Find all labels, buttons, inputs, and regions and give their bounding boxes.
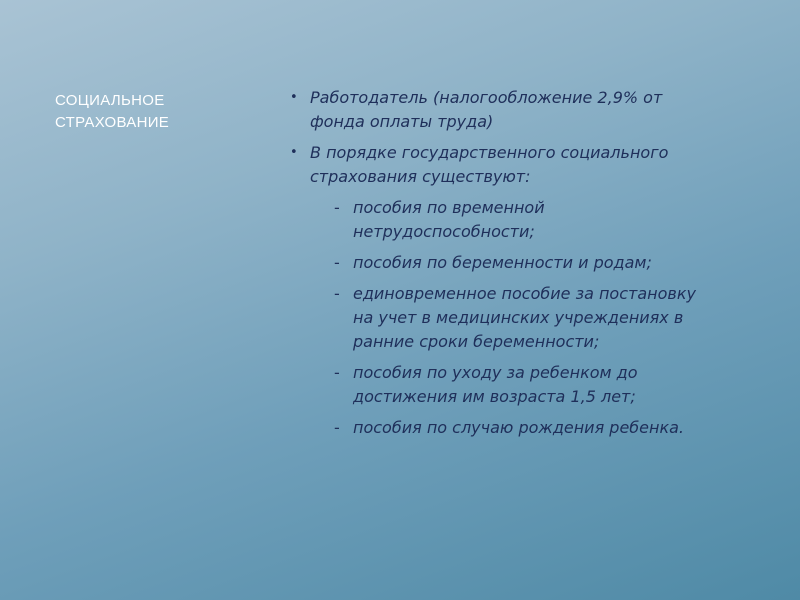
sub-bullet-text-line: на учет в медицинских учреждениях в [353, 308, 684, 327]
bullet-icon: • [290, 90, 298, 105]
sub-bullet-item [310, 361, 758, 409]
sub-bullet-item [310, 282, 758, 354]
dash-icon: - [334, 418, 340, 437]
bullet-text-line: фонда оплаты труда) [310, 112, 494, 131]
sub-bullet-text-line: пособия по уходу за ребенком до [353, 363, 638, 382]
sub-bullet-text-line: пособия по беременности и родам; [353, 253, 652, 272]
sub-bullet-text-line: пособия по случаю рождения ребенка. [353, 418, 685, 437]
bullet-item-employer [288, 86, 758, 134]
slide-content [288, 86, 758, 447]
sub-bullet-text-line: единовременное пособие за постановку [353, 284, 696, 303]
slide-title [55, 90, 255, 134]
dash-icon: - [334, 198, 340, 217]
bullet-text-line: Работодатель (налогообложение 2,9% от [310, 88, 663, 107]
dash-icon: - [334, 363, 340, 382]
slide-title-line-2: СТРАХОВАНИЕ [55, 114, 170, 131]
sub-bullet-item [310, 416, 758, 440]
bullet-icon: • [290, 145, 298, 160]
sub-bullet-text-line: пособия по временной [353, 198, 545, 217]
sub-bullet-list [310, 196, 758, 440]
dash-icon: - [334, 253, 340, 272]
bullet-item-state-insurance [288, 141, 758, 440]
sub-bullet-item [310, 196, 758, 244]
sub-bullet-text-line: нетрудоспособности; [353, 222, 535, 241]
dash-icon: - [334, 284, 340, 303]
sub-bullet-item [310, 251, 758, 275]
bullet-list [288, 86, 758, 440]
sub-bullet-text-line: ранние сроки беременности; [353, 332, 600, 351]
bullet-text-line: В порядке государственного социального [310, 143, 669, 162]
slide-title-line-1: СОЦИАЛЬНОЕ [55, 92, 165, 109]
bullet-text-line: страхования существуют: [310, 167, 531, 186]
sub-bullet-text-line: достижения им возраста 1,5 лет; [353, 387, 636, 406]
